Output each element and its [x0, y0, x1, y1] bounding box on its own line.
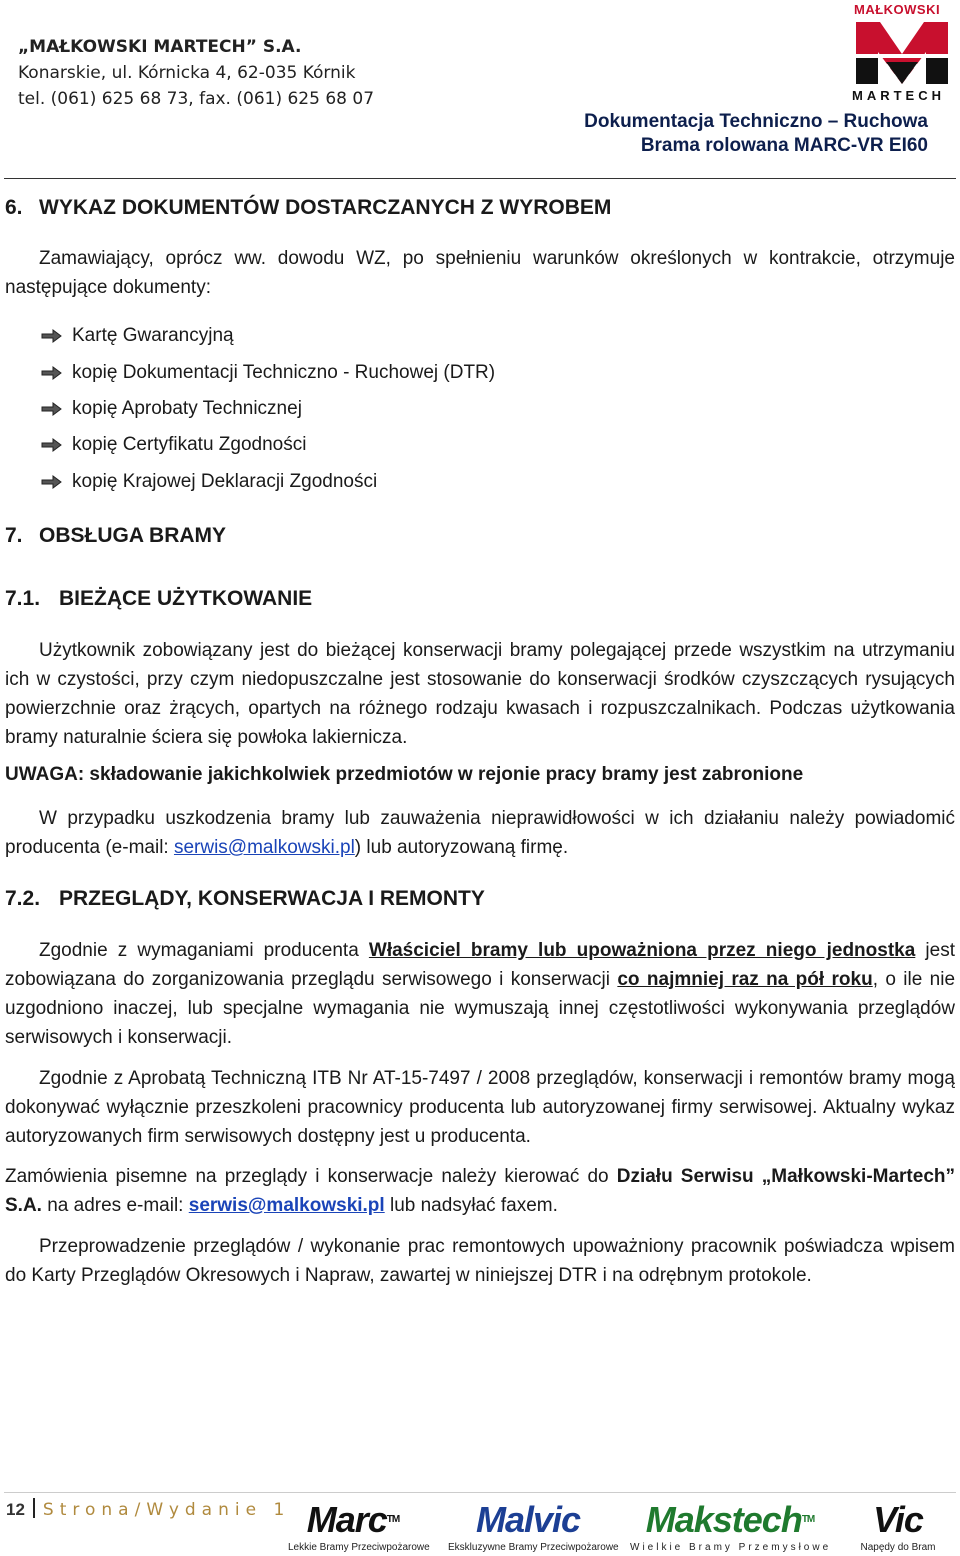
section-title: PRZEGLĄDY, KONSERWACJA I REMONTY: [59, 887, 485, 910]
brand-tagline: Napędy do Bram: [860, 1542, 936, 1553]
document-title-block: [584, 110, 928, 158]
documents-list: [40, 318, 495, 500]
list-item-text: kopię Krajowej Deklaracji Zgodności: [72, 470, 378, 492]
company-name: „MAŁKOWSKI MARTECH” S.A.: [18, 37, 302, 57]
page-separator: [33, 1498, 35, 1518]
list-item: [40, 354, 495, 390]
arrow-bullet-icon: [40, 328, 62, 344]
brand-logo-text: Malvic: [475, 1499, 581, 1540]
section-number: 7.: [5, 524, 23, 547]
list-item-text: kopię Aprobaty Technicznej: [72, 397, 302, 419]
footer-divider: [4, 1492, 956, 1493]
m-logo-icon: [846, 2, 958, 102]
emphasis-text: Działu Serwisu „Małkowski-Martech” S.A.: [5, 1166, 955, 1216]
paragraph-text: lub nadsyłać faxem.: [384, 1195, 558, 1216]
paragraph-text: na adres e-mail:: [41, 1195, 189, 1216]
paragraph-text: Zgodnie z wymaganiami producenta: [39, 940, 369, 961]
list-item-text: Kartę Gwarancyjną: [72, 325, 234, 347]
section-7-2-paragraph-4: Przeprowadzenie przeglądów / wykonanie prac remontowych upoważniony pracownik poświadcza wpisem do Karty Przeglądów Okresowych i Napraw, zawartej w niniejszej DTR i na odrębnym protokole.: [5, 1236, 955, 1286]
list-item: [40, 464, 495, 500]
arrow-bullet-icon: [40, 474, 62, 490]
section-7-heading: [5, 524, 226, 548]
brand-logo-text: Makstech: [645, 1499, 802, 1540]
email-link[interactable]: serwis@malkowski.pl: [188, 1195, 385, 1216]
brand-logo: [858, 1500, 938, 1540]
logo-bottom-text: MARTECH: [852, 88, 945, 103]
brand-makstech: [630, 1500, 830, 1553]
page-indicator: [6, 1498, 290, 1520]
brand-logo-text: Vic: [873, 1499, 923, 1540]
paragraph-text: Zamówienia pisemne na przeglądy i konserwacje należy kierować do: [5, 1166, 617, 1187]
section-title: OBSŁUGA BRAMY: [39, 524, 227, 547]
brand-logo: [448, 1500, 608, 1540]
paragraph-text: , o ile nie uzgodniono inaczej, lub specjalne wymagania nie wymuszają innej częstotliwości wykonywania przeglądów serwisowych i konserwacji.: [5, 969, 956, 1048]
section-number: 7.2.: [5, 887, 41, 910]
emphasis-text: Właściciel bramy lub upoważniona przez niego jednostka: [368, 940, 916, 961]
section-7-1-contact-paragraph: [5, 804, 955, 862]
emphasis-text: co najmniej raz na pół roku: [617, 969, 873, 990]
list-item: [40, 391, 495, 427]
section-7-1-heading: [5, 587, 312, 611]
section-title: BIEŻĄCE UŻYTKOWANIE: [59, 587, 313, 610]
arrow-bullet-icon: [40, 365, 62, 381]
logo-top-text: MAŁKOWSKI: [854, 2, 941, 17]
trademark: TM: [801, 1514, 815, 1525]
document-subtitle: Brama rolowana MARC-VR EI60: [640, 135, 928, 156]
paragraph-text: W przypadku uszkodzenia bramy lub zauważenia nieprawidłowości w ich działaniu należy powiadomić producenta (e-mail:: [5, 808, 955, 858]
page-number: 12: [6, 1500, 25, 1519]
brand-marc: [288, 1499, 430, 1553]
warning-text: UWAGA: składowanie jakichkolwiek przedmiotów w rejonie pracy bramy jest zabronione: [5, 764, 804, 785]
arrow-bullet-icon: [40, 437, 62, 453]
section-title: WYKAZ DOKUMENTÓW DOSTARCZANYCH Z WYROBEM: [39, 196, 612, 219]
paragraph-text: jest zobowiązana do zorganizowania przeglądu serwisowego i konserwacji: [5, 940, 955, 990]
email-link[interactable]: serwis@malkowski.pl: [173, 837, 355, 858]
company-phone: tel. (061) 625 68 73, fax. (061) 625 68 07: [18, 89, 375, 109]
header-divider: [4, 178, 956, 179]
trademark: TM: [386, 1514, 400, 1525]
brand-tagline: Ekskluzywne Bramy Przeciwpożarowe: [448, 1542, 619, 1553]
brand-vic: [858, 1500, 938, 1553]
brand-logo-text: Marc: [306, 1499, 387, 1540]
paragraph-text: ) lub autoryzowaną firmę.: [354, 837, 569, 858]
section-7-2-heading: [5, 887, 485, 911]
section-7-1-paragraph: Użytkownik zobowiązany jest do bieżącej konserwacji bramy polegającej przede wszystkim na utrzymaniu ich w czystości, przy czym niedopuszczalne jest stosowanie do konserwacji środków czyszczących rysujących powierzchnie oraz żrących, opartych na różnego rodzaju kwasach i rozpuszczalnikach. Podczas użytkowania bramy naturalnie ściera się powłoka lakiernicza.: [5, 640, 955, 748]
list-item-text: kopię Certyfikatu Zgodności: [72, 434, 307, 456]
brand-logo: [630, 1500, 830, 1540]
brand-logo: [288, 1500, 418, 1540]
section-7-2-paragraph-1: [5, 936, 955, 1052]
section-7-2-paragraph-2: Zgodnie z Aprobatą Techniczną ITB Nr AT-15-7497 / 2008 przeglądów, konserwacji i remontów bramy mogą dokonywać wyłącznie przeszkoleni pracownicy producenta lub autoryzowanej firmy serwisowej. Aktualny wykaz autoryzowanych firm serwisowych dostępny jest u producenta.: [5, 1068, 955, 1147]
page-label: Strona/Wydanie 1: [42, 1500, 291, 1520]
company-info: [18, 34, 374, 112]
arrow-bullet-icon: [40, 401, 62, 417]
section-number: 7.1.: [5, 587, 41, 610]
brand-tagline: Lekkie Bramy Przeciwpożarowe: [288, 1542, 430, 1553]
brand-tagline: Wielkie Bramy Przemysłowe: [630, 1542, 832, 1553]
document-title: Dokumentacja Techniczno – Ruchowa: [584, 111, 928, 132]
section-6-heading: [5, 196, 611, 220]
list-item: [40, 427, 495, 463]
section-6-intro: Zamawiający, oprócz ww. dowodu WZ, po spełnieniu warunków określonych w kontrakcie, otrzymuje następujące dokumenty:: [5, 248, 955, 298]
section-7-2-paragraph-3: [5, 1162, 955, 1220]
company-address: Konarskie, ul. Kórnicka 4, 62-035 Kórnik: [18, 63, 356, 83]
list-item-text: kopię Dokumentacji Techniczno - Ruchowej (DTR): [72, 361, 496, 383]
section-number: 6.: [5, 196, 23, 219]
list-item: [40, 318, 495, 354]
brand-malvic: [448, 1499, 619, 1553]
company-logo: [846, 2, 958, 102]
